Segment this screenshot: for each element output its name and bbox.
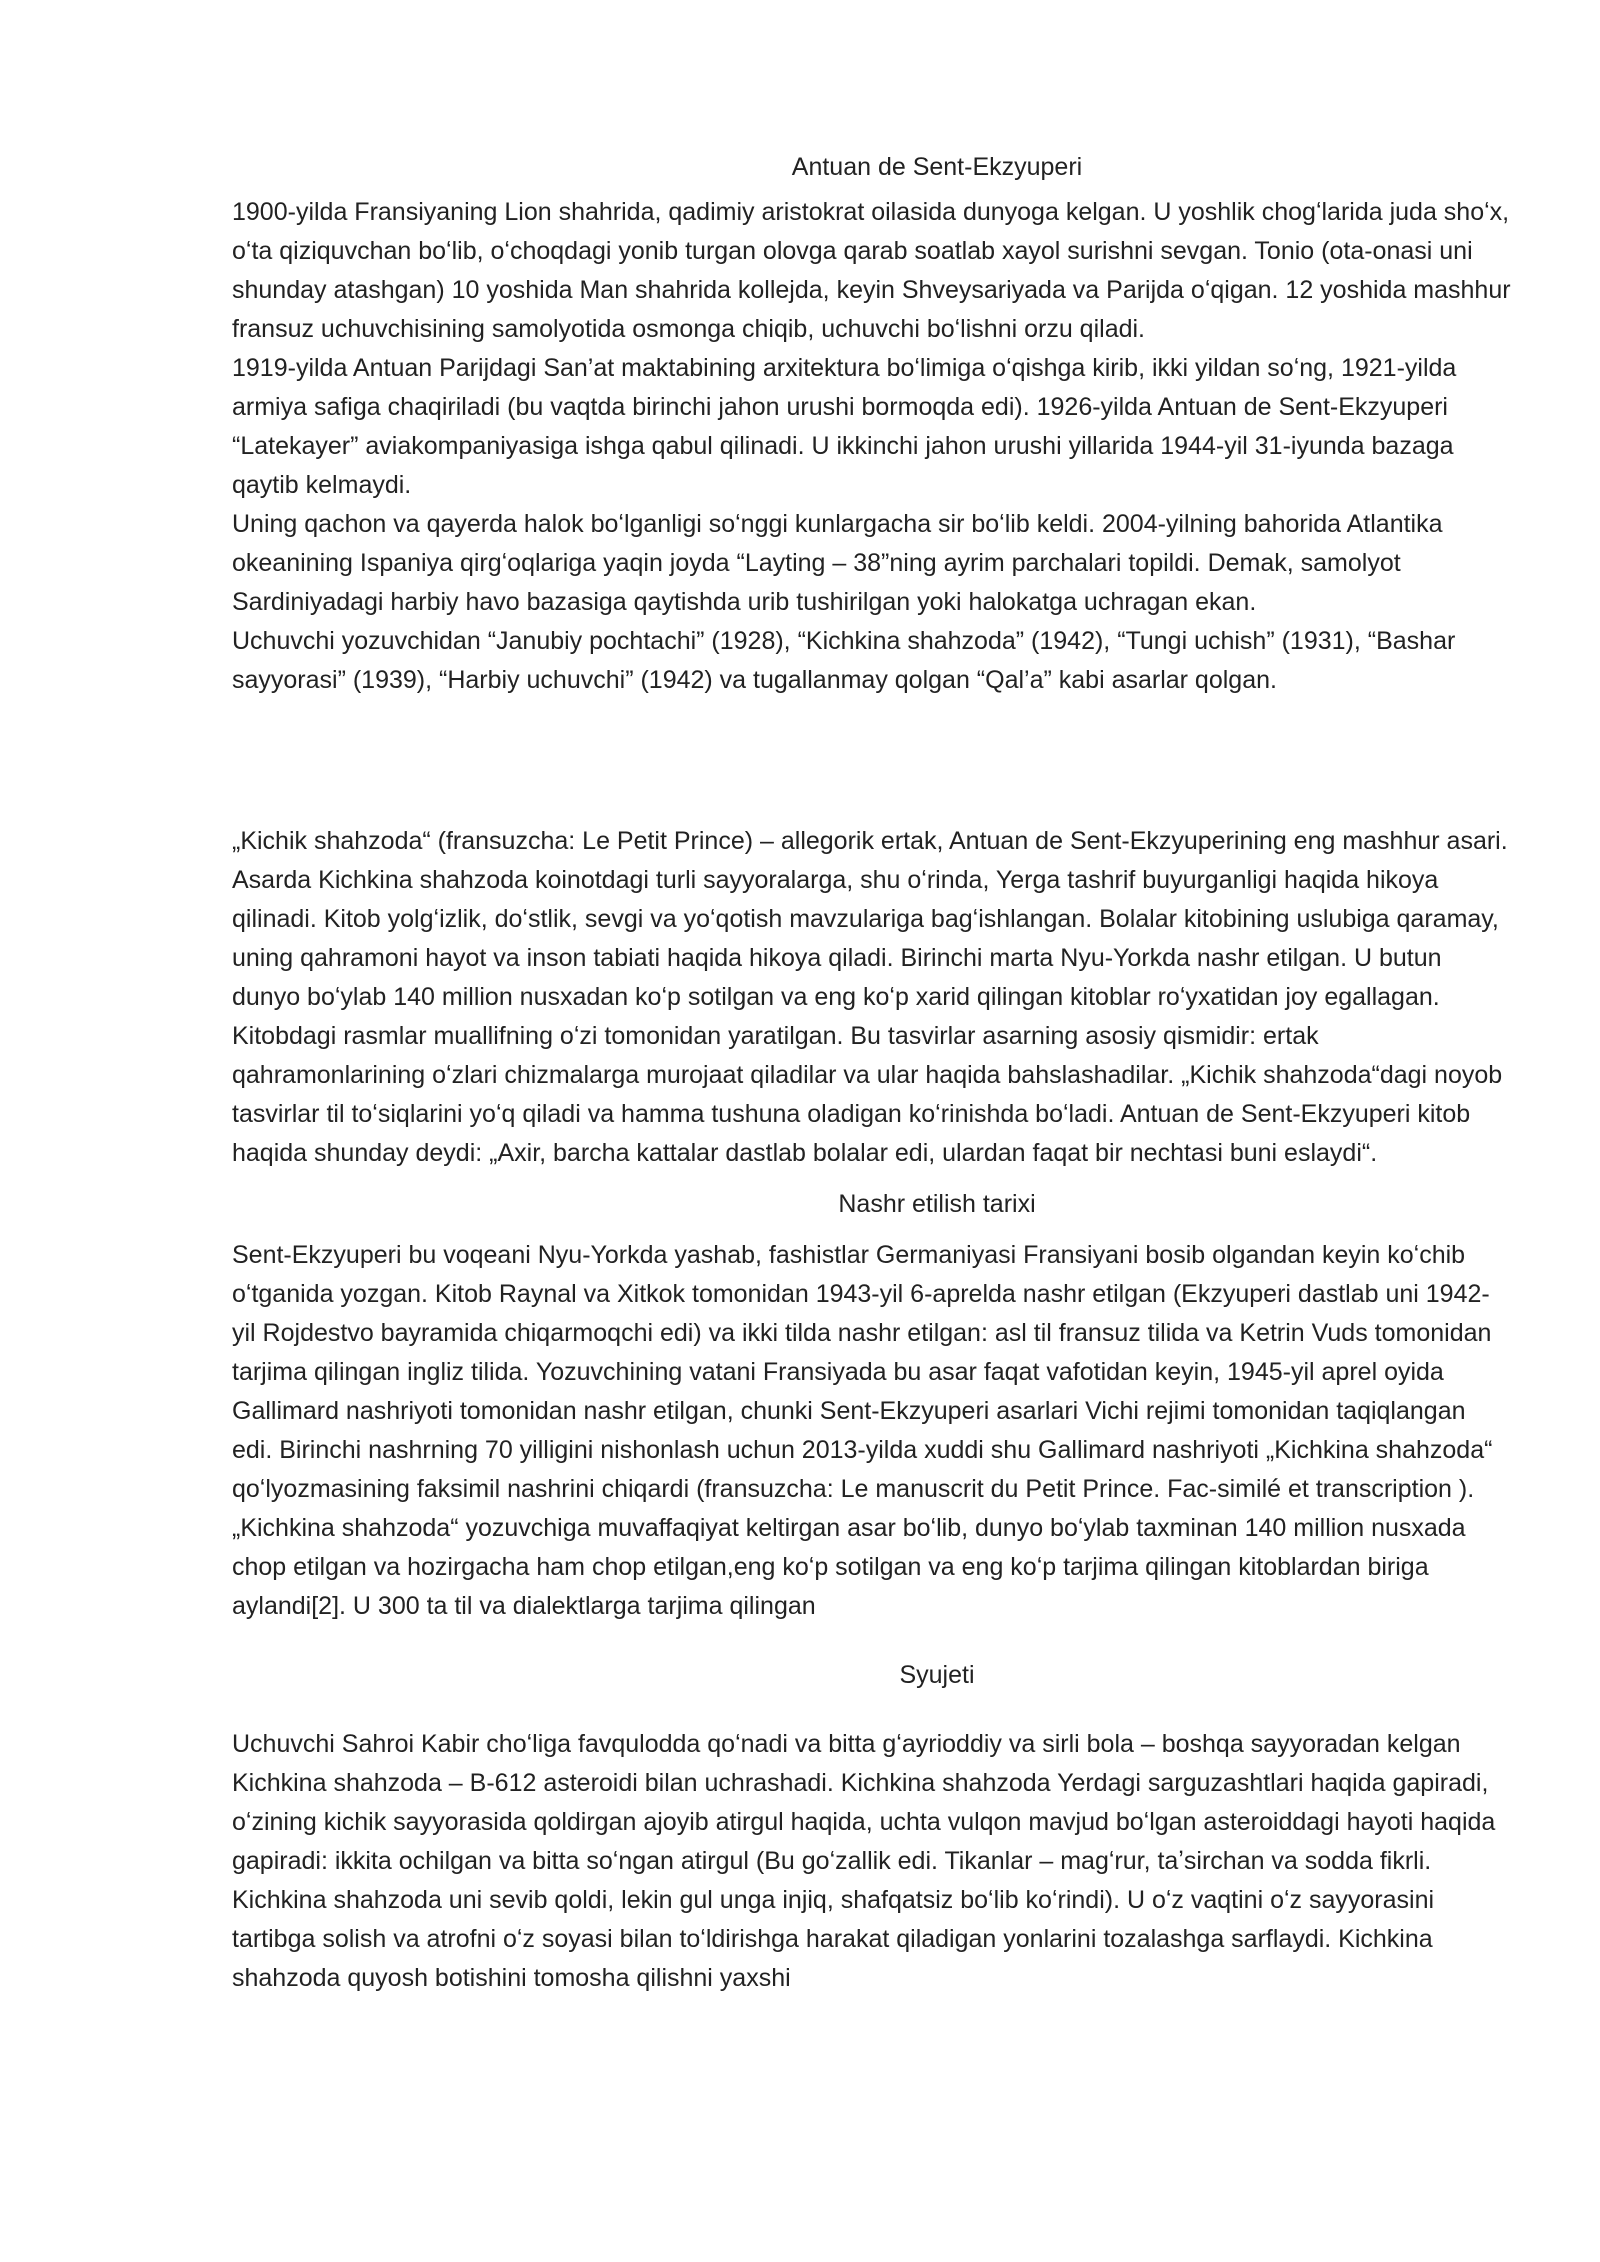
spacer: [232, 1173, 1512, 1185]
history-heading: Nashr etilish tarixi: [838, 1190, 1036, 1218]
intro-paragraph: „Kichik shahzoda“ (fransuzcha: Le Petit Prince) – allegorik ertak, Antuan de Sent-Ekzyuperining eng mashhur asari. Asarda Kichkina shahzoda koinotdagi turli sayyoralarga, shu oʻrinda, Yerga tashrif buyurganligi haqida hikoya qilinadi. Kitob yolgʻizlik, doʻstlik, sevgi va yoʻqotish mavzulariga bagʻishlangan. Bolalar kitobining uslubiga qaramay, uning qahramoni hayot va inson tabiati haqida hikoya qiladi. Birinchi marta Nyu-Yorkda nashr etilgan. U butun dunyo boʻylab 140 million nusxadan koʻp sotilgan va eng koʻp xarid qilingan kitoblar roʻyxatidan joy egallagan. Kitobdagi rasmlar muallifning oʻzi tomonidan yaratilgan. Bu tasvirlar asarning asosiy qismidir: ertak qahramonlarining oʻzlari chizmalarga murojaat qiladilar va ular haqida bahslashadilar. „Kichik shahzoda“dagi noyob tasvirlar til toʻsiqlarini yoʻq qiladi va hamma tushuna oladigan koʻrinishda boʻladi. Antuan de Sent-Ekzyuperi kitob haqida shunday deydi: „Axir, barcha kattalar dastlab bolalar edi, ulardan faqat bir nechtasi buni eslaydi“.: [232, 827, 1508, 1167]
bio-paragraph-3: Uning qachon va qayerda halok boʻlganligi soʻnggi kunlargacha sir boʻlib keldi. 2004-yilning bahorida Atlantika okeanining Ispaniya qirgʻoqlariga yaqin joyda “Layting – 38”ning ayrim parchalari topildi. Demak, samolyot Sardiniyadagi harbiy havo bazasiga qaytishda urib tushirilgan yoki halokatga uchragan ekan.: [232, 510, 1443, 616]
spacer: [232, 1695, 1512, 1725]
bio-paragraph-4: Uchuvchi yozuvchidan “Janubiy pochtachi” (1928), “Kichkina shahzoda” (1942), “Tungi uchish” (1931), “Bashar sayyorasi” (1939), “Harbiy uchuvchi” (1942) va tugallanmay qolgan “Qal’a” kabi asarlar qolgan.: [232, 627, 1456, 694]
bio-paragraph-1: 1900-yilda Fransiyaning Lion shahrida, qadimiy aristokrat oilasida dunyoga kelgan. U yoshlik chogʻlarida juda shoʻx, oʻta qiziquvchan boʻlib, oʻchoqdagi yonib turgan olovga qarab soatlab xayol surishni sevgan. Tonio (ota-onasi uni shunday atashgan) 10 yoshida Man shahrida kollejda, keyin Shveysariyada va Parijda oʻqigan. 12 yoshida mashhur fransuz uchuvchisining samolyotida osmonga chiqib, uchuvchi boʻlishni orzu qiladi.: [232, 198, 1511, 343]
plot-paragraph: Uchuvchi Sahroi Kabir choʻliga favqulodda qoʻnadi va bitta gʻayrioddiy va sirli bola – boshqa sayyoradan kelgan Kichkina shahzoda – B-612 asteroidi bilan uchrashadi. Kichkina shahzoda Yerdagi sarguzashtlari haqida gapiradi, oʻzining kichik sayyorasida qoldirgan ajoyib atirgul haqida, uchta vulqon mavjud boʻlgan asteroiddagi hayoti haqida gapiradi: ikkita ochilgan va bitta soʻngan atirgul (Bu goʻzallik edi. Tikanlar – magʻrur, taʼsirchan va sodda fikrli. Kichkina shahzoda uni sevib qoldi, lekin gul unga injiq, shafqatsiz boʻlib koʻrindi). U oʻz vaqtini oʻz sayyorasini tartibga solish va atrofni oʻz soyasi bilan toʻldirishga harakat qiladigan yonlarini tozalashga sarflaydi. Kichkina shahzoda quyosh botishini tomosha qilishni yaxshi: [232, 1730, 1496, 1992]
bio-paragraph-2: 1919-yilda Antuan Parijdagi San’at maktabining arxitektura boʻlimiga oʻqishga kirib, ikki yildan soʻng, 1921-yilda armiya safiga chaqiriladi (bu vaqtda birinchi jahon urushi bormoqda edi). 1926-yilda Antuan de Sent-Ekzyuperi “Latekayer” aviakompaniyasiga ishga qabul qilinadi. U ikkinchi jahon urushi yillarida 1944-yil 31-iyunda bazaga qaytib kelmaydi.: [232, 354, 1457, 499]
document-title: Antuan de Sent-Ekzyuperi: [791, 153, 1083, 181]
spacer: [232, 700, 1512, 822]
plot-heading: Syujeti: [899, 1661, 975, 1689]
history-paragraph: Sent-Ekzyuperi bu voqeani Nyu-Yorkda yashab, fashistlar Germaniyasi Fransiyani bosib olgandan keyin koʻchib oʻtganida yozgan. Kitob Raynal va Xitkok tomonidan 1943-yil 6-aprelda nashr etilgan (Ekzyuperi dastlab uni 1942-yil Rojdestvo bayramida chiqarmoqchi edi) va ikki tilda nashr etilgan: asl til fransuz tilida va Ketrin Vuds tomonidan tarjima qilingan ingliz tilida. Yozuvchining vatani Fransiyada bu asar faqat vafotidan keyin, 1945-yil aprel oyida Gallimard nashriyoti tomonidan nashr etilgan, chunki Sent-Ekzyuperi asarlari Vichi rejimi tomonidan taqiqlangan edi. Birinchi nashrning 70 yilligini nishonlash uchun 2013-yilda xuddi shu Gallimard nashriyoti „Kichkina shahzoda“ qoʻlyozmasining faksimil nashrini chiqardi (fransuzcha: Le manuscrit du Petit Prince. Fac-similé et transcription ). „Kichkina shahzoda“ yozuvchiga muvaffaqiyat keltirgan asar boʻlib, dunyo boʻylab taxminan 140 million nusxada chop etilgan va hozirgacha ham chop etilgan,eng koʻp sotilgan va eng koʻp tarjima qilingan kitoblardan biriga aylandi[2]. U 300 ta til va dialektlarga tarjima qilingan: [232, 1241, 1493, 1620]
spacer: [232, 1626, 1512, 1656]
spacer: [232, 1224, 1512, 1236]
document-body: [232, 148, 1512, 1998]
